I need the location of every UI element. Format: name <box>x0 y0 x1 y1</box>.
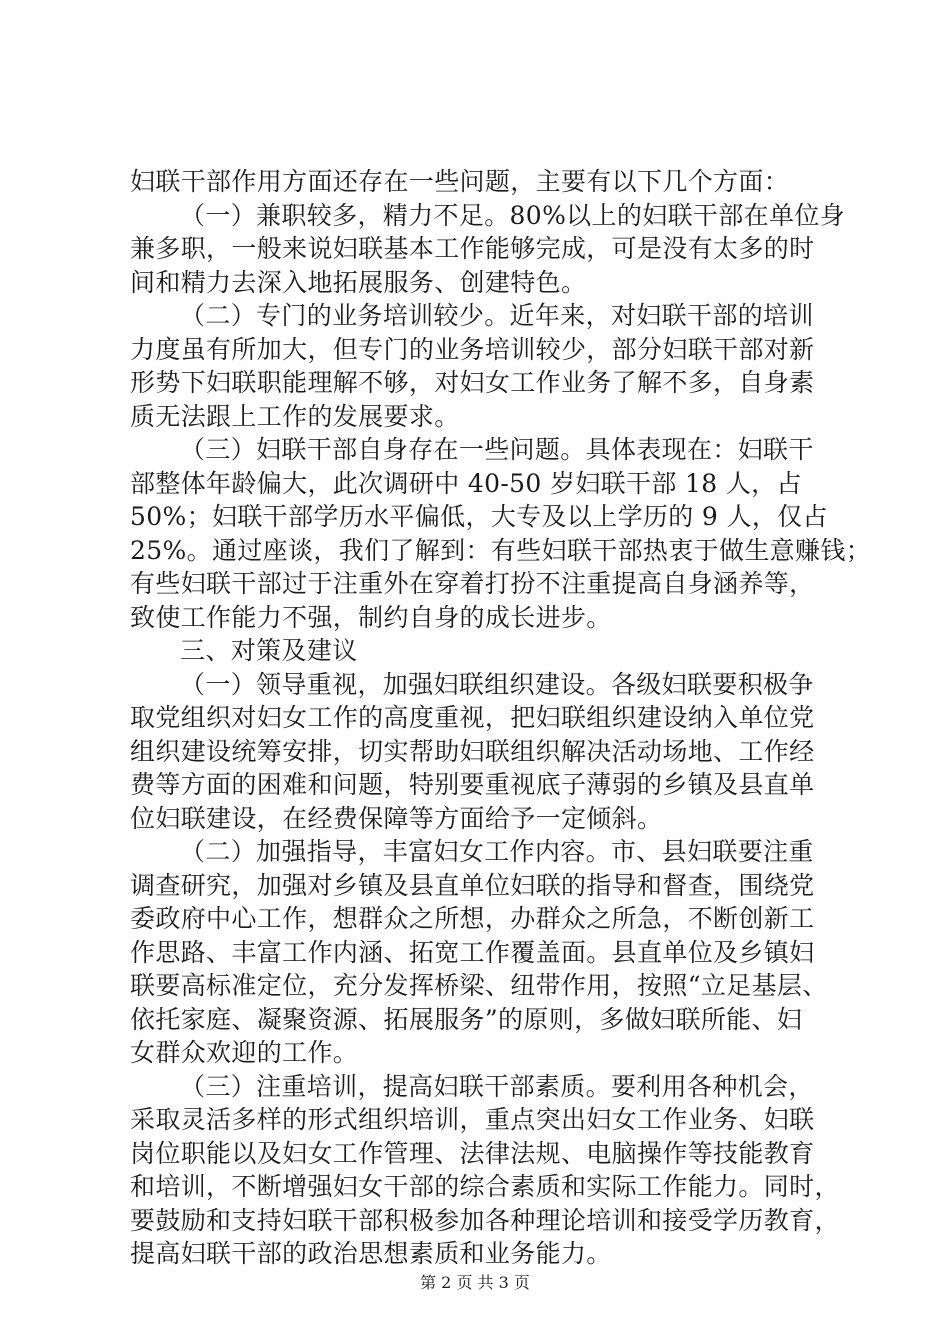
text-line: 调查研究，加强对乡镇及县直单位妇联的指导和督查，围绕党 <box>130 870 815 900</box>
text-line: （三）注重培训，提高妇联干部素质。要利用各种机会， <box>180 1071 814 1101</box>
text-line: 质无法跟上工作的发展要求。 <box>130 401 460 431</box>
text-line: （一）领导重视，加强妇联组织建设。各级妇联要积极争 <box>180 669 814 699</box>
text-line: 提高妇联干部的政治思想素质和业务能力。 <box>130 1239 612 1268</box>
page-footer: 第 2 页 共 3 页 <box>420 1273 530 1292</box>
text-line: 作思路、丰富工作内涵、拓宽工作覆盖面。县直单位及乡镇妇 <box>130 937 815 967</box>
text-line: 女群众欢迎的工作。 <box>130 1038 359 1067</box>
text-line: 有些妇联干部过于注重外在穿着打扮不注重提高自身涵养等， <box>130 569 815 598</box>
text-line: 依托家庭、凝聚资源、拓展服务”的原则，多做妇联所能、妇 <box>130 1004 803 1034</box>
text-line: 致使工作能力不强，制约自身的成长进步。 <box>130 602 612 632</box>
text-line: 三、对策及建议 <box>180 636 358 665</box>
text-line: 要鼓励和支持妇联干部积极参加各种理论培训和接受学历教育， <box>130 1205 840 1235</box>
text-line: 采取灵活多样的形式组织培训，重点突出妇女工作业务、妇联 <box>130 1105 815 1134</box>
text-line: （一）兼职较多，精力不足。80%以上的妇联干部在单位身 <box>180 200 846 230</box>
text-line: 力度虽有所加大，但专门的业务培训较少，部分妇联干部对新 <box>130 334 815 364</box>
text-line: （二）专门的业务培训较少。近年来，对妇联干部的培训 <box>180 301 814 330</box>
text-line: 位妇联建设，在经费保障等方面给予一定倾斜。 <box>130 803 663 833</box>
text-line: 兼多职，一般来说妇联基本工作能够完成，可是没有太多的时 <box>130 234 815 263</box>
text-line: 和培训，不断增强妇女干部的综合素质和实际工作能力。同时， <box>130 1172 840 1201</box>
document-body <box>130 165 872 1271</box>
text-line: 50%；妇联干部学历水平偏低，大专及以上学历的 9 人，仅占 <box>130 502 828 531</box>
text-line: 取党组织对妇女工作的高度重视，把妇联组织建设纳入单位党 <box>130 703 815 732</box>
text-line: 形势下妇联职能理解不够，对妇女工作业务了解不多，自身素 <box>130 368 815 397</box>
text-line: 岗位职能以及妇女工作管理、法律法规、电脑操作等技能教育 <box>130 1138 815 1168</box>
text-line: 委政府中心工作，想群众之所想，办群众之所急，不断创新工 <box>130 904 815 933</box>
text-line: 25%。通过座谈，我们了解到：有些妇联干部热衷于做生意赚钱； <box>130 535 872 565</box>
text-line: 费等方面的困难和问题，特别要重视底子薄弱的乡镇及县直单 <box>130 770 815 799</box>
text-line: 间和精力去深入地拓展服务、创建特色。 <box>130 267 587 297</box>
text-line: 妇联干部作用方面还存在一些问题，主要有以下几个方面： <box>130 167 790 196</box>
text-line: （二）加强指导，丰富妇女工作内容。市、县妇联要注重 <box>180 837 814 866</box>
text-line: 组织建设统筹安排，切实帮助妇联组织解决活动场地、工作经 <box>130 736 815 766</box>
text-line: （三）妇联干部自身存在一些问题。具体表现在：妇联干 <box>180 435 814 464</box>
text-line: 部整体年龄偏大，此次调研中 40-50 岁妇联干部 18 人，占 <box>130 468 802 498</box>
text-line: 联要高标准定位，充分发挥桥梁、纽带作用，按照“立足基层、 <box>130 971 828 1000</box>
